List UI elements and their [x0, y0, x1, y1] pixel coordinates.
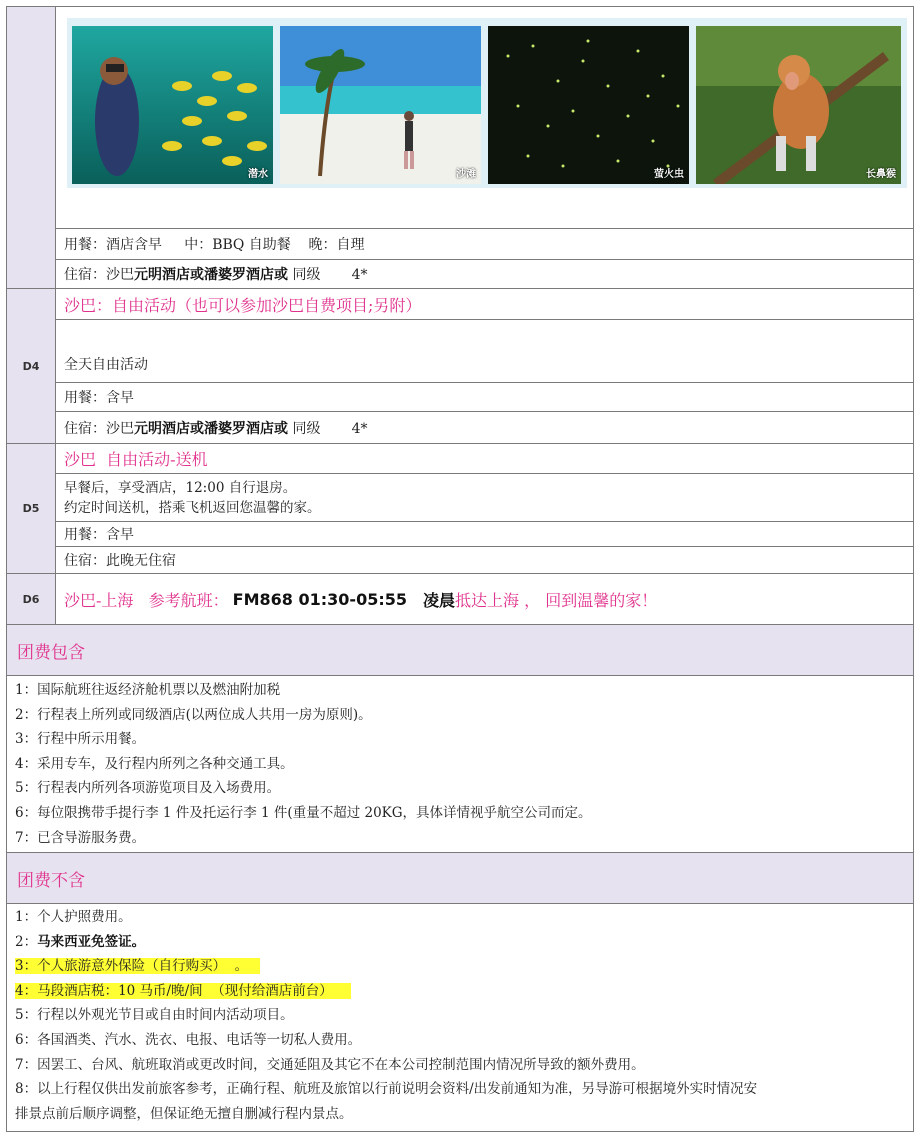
- list-item: 1：国际航班往返经济舱机票以及燃油附加税: [15, 682, 281, 698]
- included-list: [7, 678, 913, 850]
- d3-meals: [56, 229, 913, 260]
- d4-activity: [56, 320, 913, 383]
- day-cell-d4: [7, 289, 56, 444]
- list-item: 7：因罢工、台风、航班取消或更改时间，交通延阻及其它不在本公司控制范围内情况所导致的额外费用。: [15, 1056, 645, 1073]
- meals-text: 用餐：含早: [64, 390, 134, 406]
- d3-stay: [56, 260, 913, 289]
- detail-line: 早餐后，享受酒店，12:00 自行退房。: [64, 479, 297, 496]
- stay-prefix: 住宿：沙巴: [64, 420, 134, 437]
- photo-row: [56, 7, 913, 229]
- list-item: [15, 954, 913, 979]
- diving-photo: [72, 26, 273, 184]
- stay-suffix: 同级 4*: [288, 267, 368, 283]
- photo-tag: 萤火虫: [654, 169, 684, 180]
- photo-tag: 沙滩: [456, 169, 476, 180]
- photo-tag: 长鼻猴: [866, 169, 896, 180]
- d5-meals: [56, 522, 913, 547]
- d6-title: [56, 574, 913, 625]
- list-item: 排景点前后顺序调整，但保证绝无擅自删减行程内景点。: [15, 1105, 353, 1122]
- list-item: [15, 979, 913, 1004]
- item-number: 2：: [15, 933, 38, 950]
- activity-text: 全天自由活动: [64, 357, 148, 373]
- photo-tag: 潜水: [248, 169, 268, 180]
- list-item: 6：每位限携带手提行李 1 件及托运行李 1 件(重量不超过 20KG，具体详情视乎航空公司而定。: [15, 804, 592, 821]
- d4-meals: [56, 383, 913, 412]
- day-label: D4: [22, 359, 40, 373]
- d5-stay: [56, 547, 913, 574]
- list-item: 5：行程以外观光节目或自由时间内活动项目。: [15, 1007, 294, 1024]
- list-item: 8：以上行程仅供出发前旅客参考，正确行程、航班及旅馆以行前说明会资料/出发前通知为准，另导游可根据境外实时情况安: [15, 1081, 758, 1098]
- d4-title: [56, 289, 913, 320]
- early-label: 凌晨: [423, 590, 456, 610]
- list-item: 6：各国酒类、汽水、洗衣、电报、电话等一切私人费用。: [15, 1031, 362, 1048]
- section-title: 团费不含: [17, 870, 85, 891]
- day-title: 沙巴：自由活动（也可以参加沙巴自费项目;另附）: [64, 295, 422, 315]
- detail-line: 约定时间送机，搭乘飞机返回您温馨的家。: [64, 499, 321, 516]
- day-title: 沙巴-上海 参考航班：: [64, 590, 229, 610]
- day-title: 沙巴 自由活动-送机: [64, 450, 208, 469]
- list-item: 4：采用专车，及行程内所列之各种交通工具。: [15, 755, 294, 772]
- list-item: [15, 930, 913, 955]
- day-label: D6: [22, 592, 40, 606]
- firefly-photo: [488, 26, 689, 184]
- flight-number: FM868 01:30-05:55: [232, 589, 407, 609]
- beach-photo: [280, 26, 481, 184]
- proboscis-monkey-photo: [696, 26, 901, 184]
- stay-text: 住宿：此晚无住宿: [64, 553, 176, 569]
- day-cell-d3: [7, 7, 56, 289]
- list-item: 3：行程中所示用餐。: [15, 731, 146, 748]
- stay-hotels: 元明酒店或潘婆罗酒店或: [134, 267, 288, 283]
- stay-suffix: 同级 4*: [288, 420, 368, 437]
- list-item: 1：个人护照费用。: [15, 909, 132, 925]
- included-heading: [7, 625, 913, 676]
- arrival-text: 抵达上海 ， 回到温馨的家！: [455, 590, 658, 610]
- d3-meals-text: 用餐：酒店含早 中：BBQ 自助餐 晚：自理: [64, 237, 365, 253]
- highlighted-item: 4：马段酒店税：10 马币/晚/间 （现付给酒店前台）: [15, 983, 351, 999]
- day-cell-d5: [7, 444, 56, 574]
- excluded-list: [7, 905, 913, 1126]
- photo-strip: [67, 18, 907, 188]
- d5-title: [56, 444, 913, 474]
- d4-stay: [56, 412, 913, 444]
- day-cell-d6: [7, 574, 56, 625]
- stay-prefix: 住宿：沙巴: [64, 267, 134, 283]
- excluded-heading: [7, 852, 913, 904]
- meals-text: 用餐：含早: [64, 527, 134, 543]
- list-item: 7：已含导游服务费。: [15, 829, 146, 846]
- section-title: 团费包含: [17, 642, 85, 663]
- list-item: 5：行程表内所列各项游览项目及入场费用。: [15, 780, 281, 797]
- itinerary-sheet: [6, 6, 914, 1132]
- day-label: D5: [22, 502, 40, 515]
- d5-details: [56, 474, 913, 522]
- list-item: 2：行程表上所列或同级酒店(以两位成人共用一房为原则)。: [15, 706, 372, 723]
- highlighted-item: 3：个人旅游意外保险（自行购买） 。: [15, 958, 260, 974]
- visa-free-text: 马来西亚免签证。: [37, 933, 146, 950]
- stay-hotels: 元明酒店或潘婆罗酒店或: [134, 420, 288, 437]
